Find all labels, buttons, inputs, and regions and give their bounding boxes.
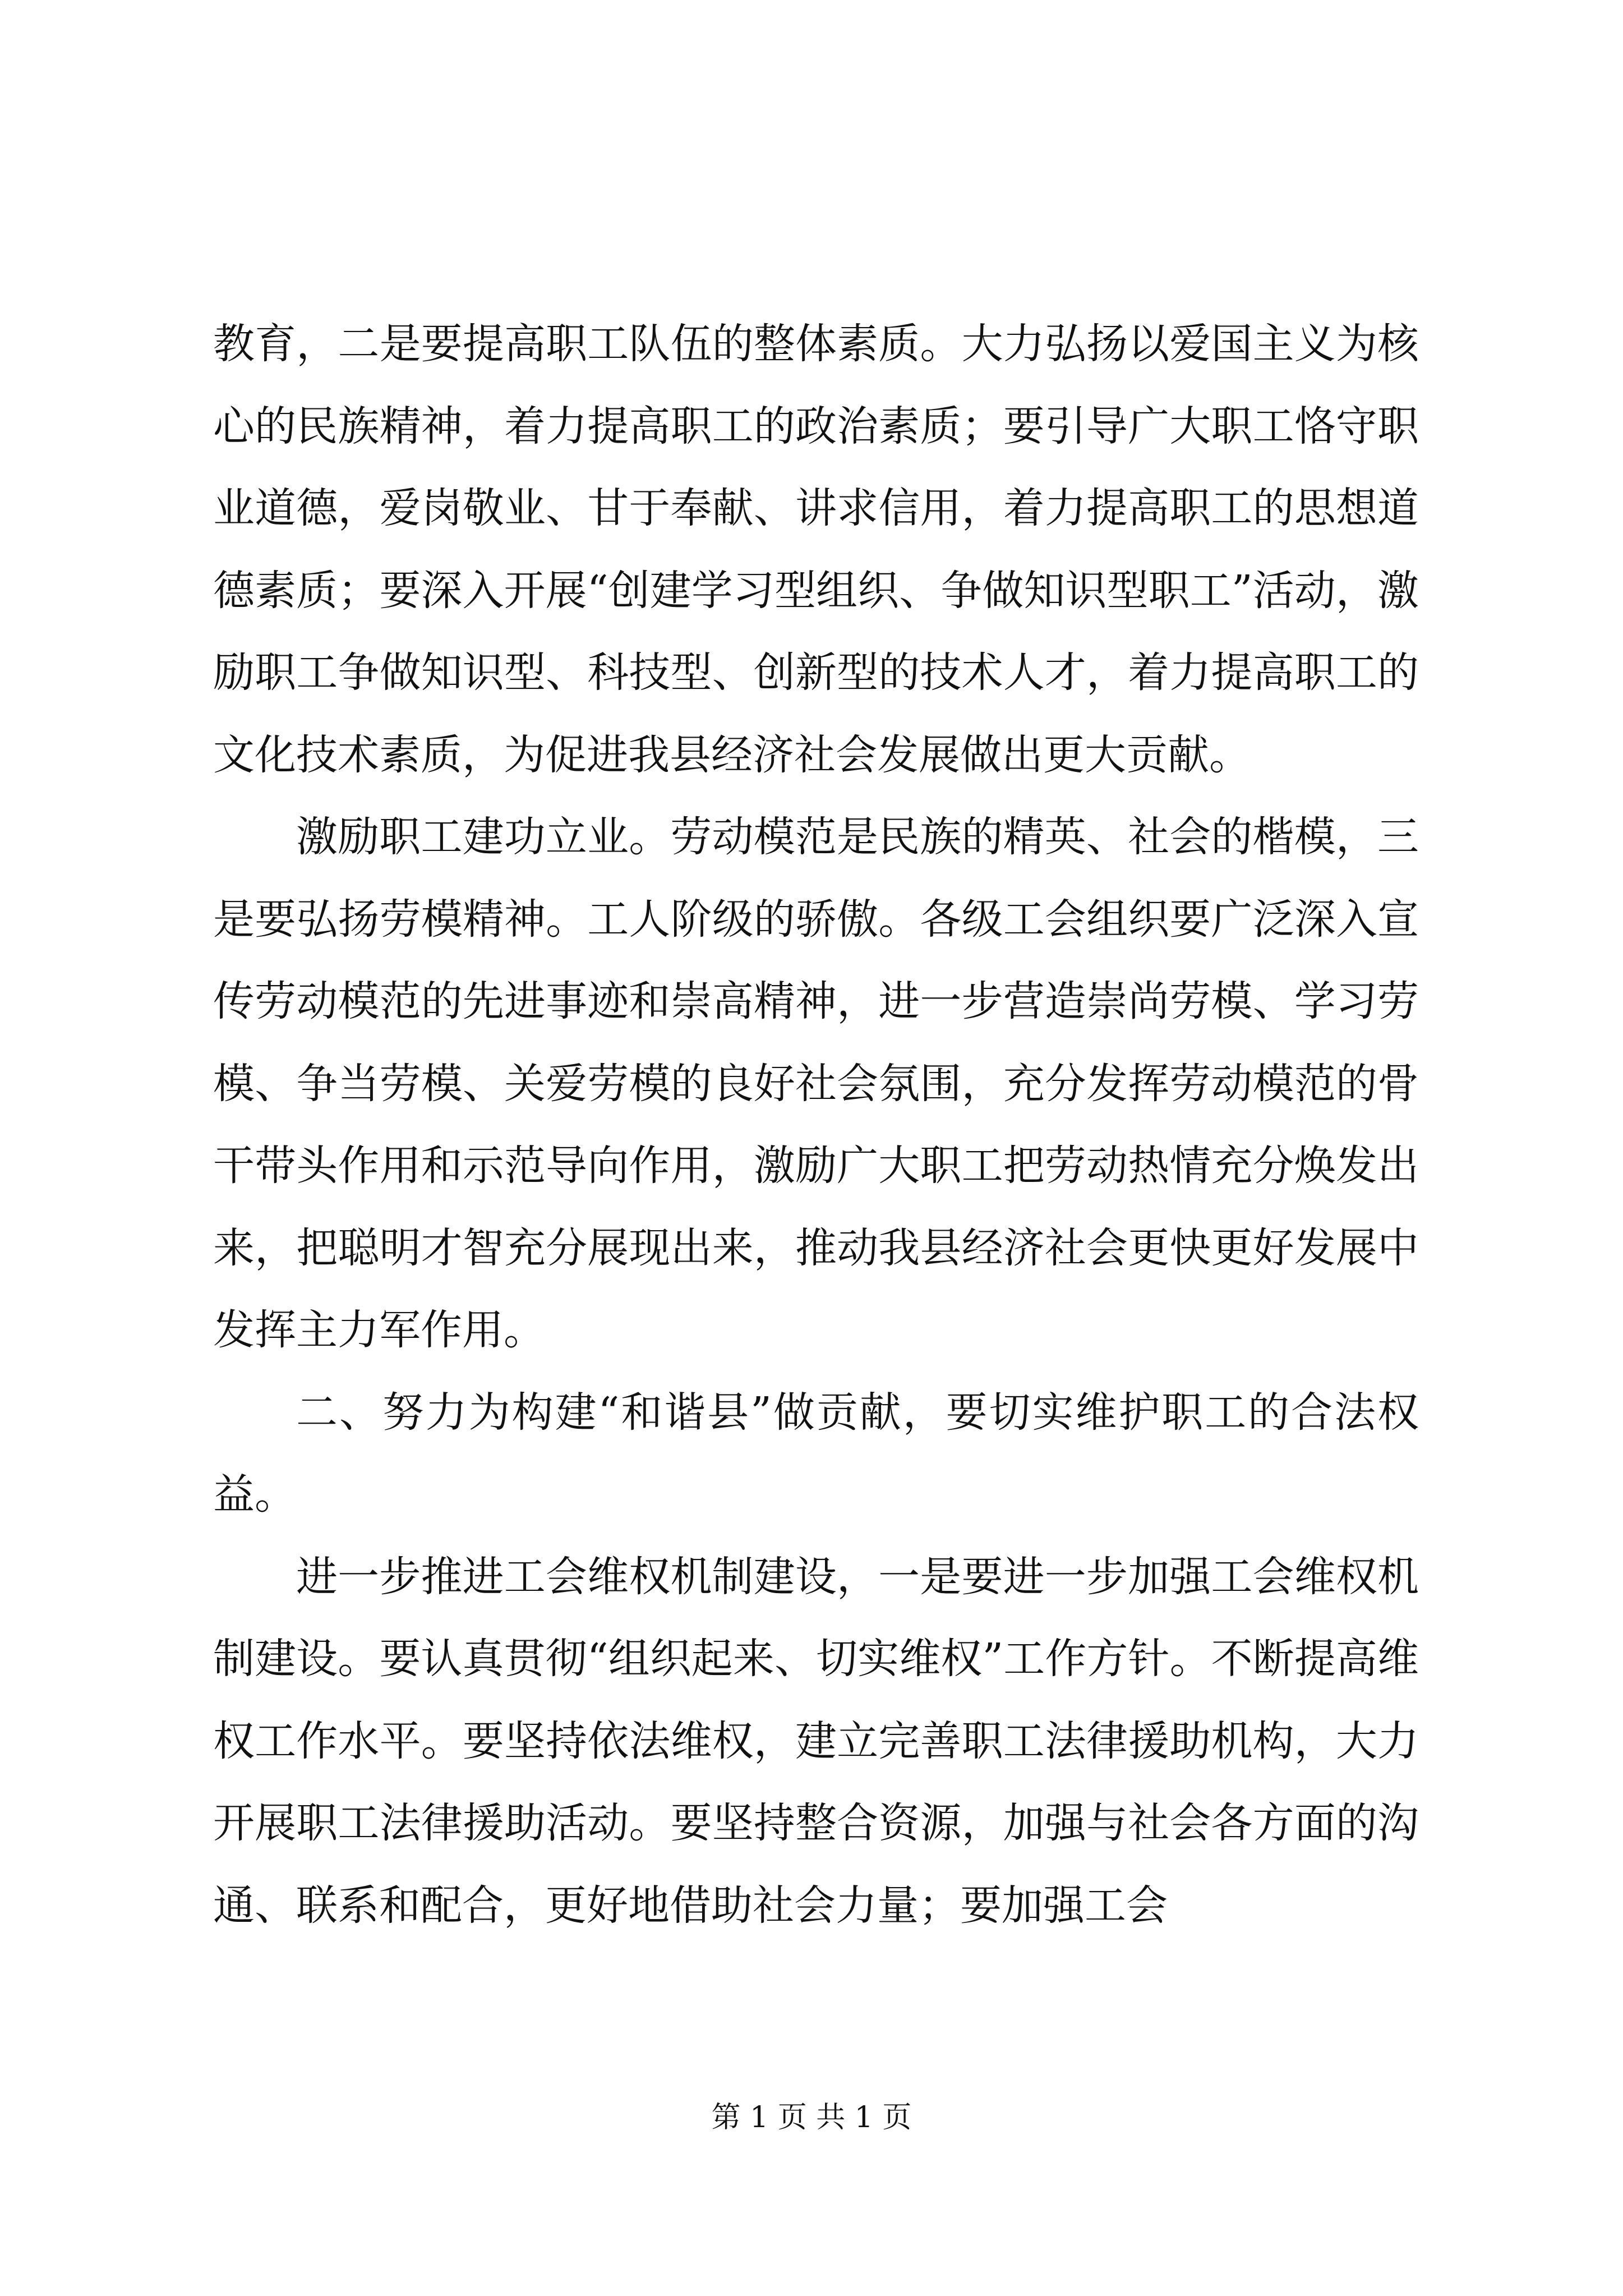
page-number: 第 1 页 共 1 页 (711, 2101, 912, 2134)
paragraph-section-heading: 二、努力为构建“和谐县”做贡献，要切实维护职工的合法权益。 (213, 1388, 1419, 1519)
document-body (213, 303, 1419, 1947)
page-footer (0, 2098, 1623, 2137)
paragraph-model-workers: 激励职工建功立业。劳动模范是民族的精英、社会的楷模，三是要弘扬劳模精神。工人阶级的骄傲。各级工会组织要广泛深入宣传劳动模范的先进事迹和崇高精神，进一步营造崇尚劳模、学习劳模、争当劳模、关爱劳模的良好社会氛围，充分发挥劳动模范的骨干带头作用和示范导向作用，激励广大职工把劳动热情充分焕发出来，把聪明才智充分展现出来，推动我县经济社会更快更好发展中发挥主力军作用。 (213, 813, 1419, 1354)
paragraph-rights-mechanism: 进一步推进工会维权机制建设，一是要进一步加强工会维权机制建设。要认真贯彻“组织起来、切实维权”工作方针。不断提高维权工作水平。要坚持依法维权，建立完善职工法律援助机构，大力开展职工法律援助活动。要坚持整合资源，加强与社会各方面的沟通、联系和配合，更好地借助社会力量；要加强工会 (213, 1552, 1419, 1930)
paragraph-education: 教育，二是要提高职工队伍的整体素质。大力弘扬以爱国主义为核心的民族精神，着力提高职工的政治素质；要引导广大职工恪守职业道德，爱岗敬业、甘于奉献、讲求信用，着力提高职工的思想道德素质；要深入开展“创建学习型组织、争做知识型职工”活动，激励职工争做知识型、科技型、创新型的技术人才，着力提高职工的文化技术素质，为促进我县经济社会发展做出更大贡献。 (213, 320, 1419, 779)
